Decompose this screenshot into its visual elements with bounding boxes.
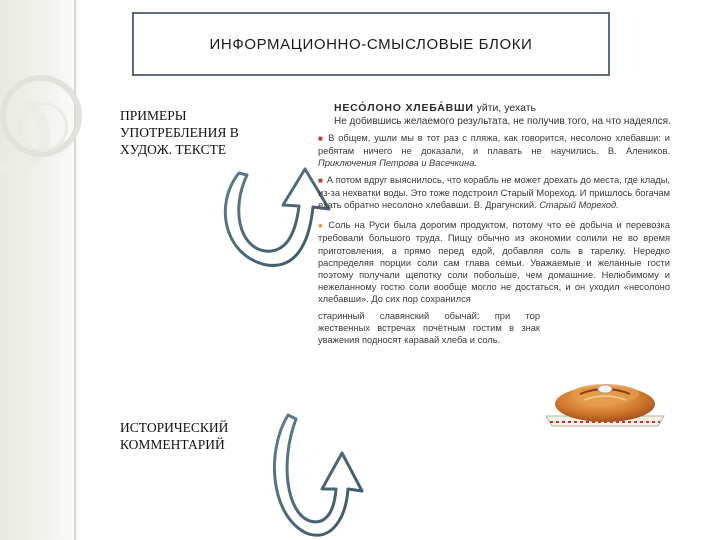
bread-and-salt-image xyxy=(540,370,670,432)
decorative-circle xyxy=(18,102,68,152)
page-title: ИНФОРМАЦИОННО-СМЫСЛОВЫЕ БЛОКИ xyxy=(209,35,533,53)
title-box xyxy=(132,12,610,76)
example-source: Приключения Петрова и Васечкина. xyxy=(318,158,477,169)
decorative-side-line xyxy=(74,0,76,540)
entry-headword-phrase: НЕСО́ЛОНО ХЛЕБА́ВШИ xyxy=(334,102,474,114)
entry-headword-tail: уйти, уехать xyxy=(476,102,536,114)
example-text: А потом вдруг выяснилось, что корабль не может доехать до места, где клады, из-за нехватки воды. Это тоже подстроил Старый Мореход. И пришлось богачам ехать обратно несолоно хлебавши. В. Драгунский. xyxy=(318,174,670,211)
round-bullet-icon: ● xyxy=(318,221,325,231)
examples-label: ПРИМЕРЫ УПОТРЕБЛЕНИЯ В ХУДОЖ. ТЕКСТЕ xyxy=(120,108,239,157)
example-text: В общем, ушли мы в тот раз с пляжа, как говорится, несолоно хлебавши: и ребятам ничего не доказали, и плавать не научились. В. Алеников. xyxy=(318,133,670,157)
history-label: ИСТОРИЧЕСКИЙ КОММЕНТАРИЙ xyxy=(120,420,229,452)
history-paragraph xyxy=(318,219,670,305)
square-bullet-icon: ■ xyxy=(318,134,325,143)
square-bullet-icon: ■ xyxy=(318,175,323,185)
example-source: Старый Мореход. xyxy=(539,200,619,211)
history-text: Соль на Руси была дорогим продуктом, потому что её добыча и перевозка требовали большого труда. Пищу обычно из экономии солили не во время приготовления, а прямо перед едой, добавляя соль в тарелку. Нередко распределяя порции соли сам глава семьи. Уважаемые и желанные гости поэтому получали щепотку соли побольше, чем домашние. Нелюбимому и нежеланному гостю соли вообще могло не достаться, и он уходил «несолоно хлебавши». До сих пор сохранился xyxy=(318,220,670,305)
example-paragraph xyxy=(318,174,670,212)
entry-definition: Не добившись желаемого результата, не получив того, на что надеялся. xyxy=(334,116,671,127)
example-paragraph xyxy=(318,132,670,170)
history-paragraph-tail: старинный славянский обычай: при тор жественных встречах почётным гостим в знак уважения подносят каравай хлеба и соль. xyxy=(318,310,540,346)
entry-headword xyxy=(334,102,672,115)
